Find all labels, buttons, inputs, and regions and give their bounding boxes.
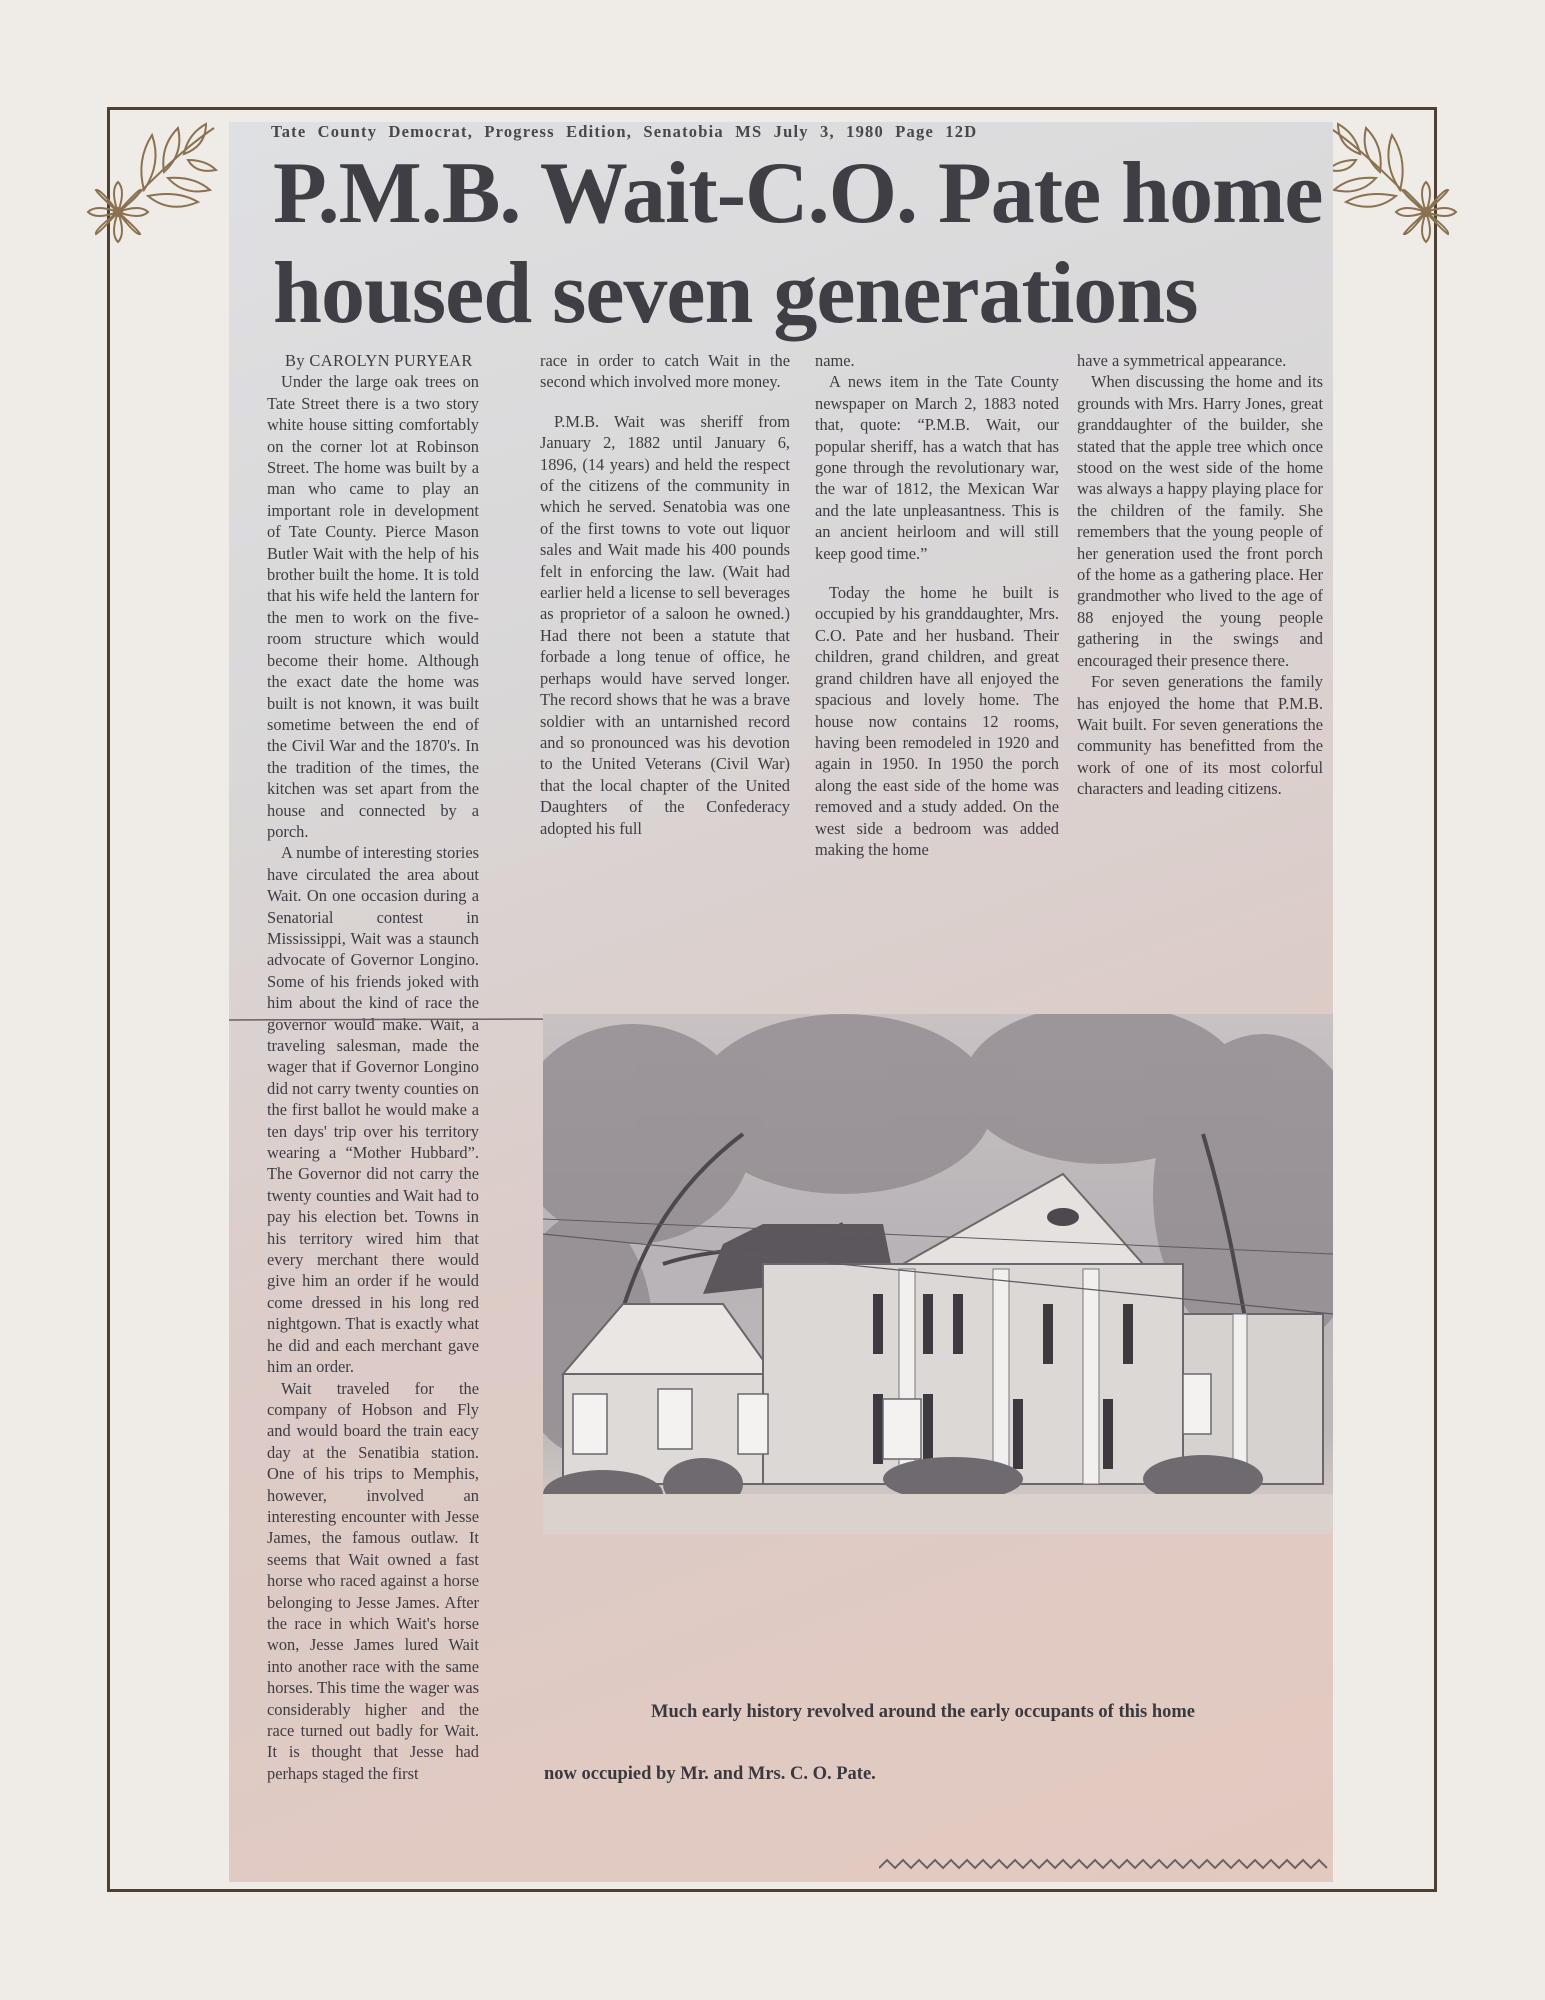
paragraph: Wait traveled for the company of Hobson and Fly and would board the train eacy day at the Senatibia station. One of his trips to Memphis, however, involved an interesting encounter with Jesse James, the famous outlaw. It seems that Wait owned a fast horse who raced against a horse belonging to Jesse James. After the race in which Wait's horse won, Jesse James lured Wait into another race with the same horses. This time the wager was considerably higher and the race turned out badly for Wait. It is thought that Jesse had perhaps staged the first: [267, 1378, 479, 1783]
decorative-border-strip: [879, 1852, 1333, 1874]
headline-line-2: housed seven generations: [273, 245, 1198, 342]
photo-caption-line-2: now occupied by Mr. and Mrs. C. O. Pate.: [544, 1764, 876, 1784]
paragraph: race in order to catch Wait in the second which involved more money.: [540, 351, 790, 392]
article-column-2: [540, 350, 790, 839]
newspaper-clipping: [229, 122, 1333, 1882]
paragraph: For seven generations the family has enjoyed the home that P.M.B. Wait built. For seven generations the community has benefitted from the work of one of its most colorful characters and leading citizens.: [1077, 672, 1323, 799]
article-column-1: [267, 350, 479, 1784]
paragraph: When discussing the home and its grounds with Mrs. Harry Jones, great granddaughter of the builder, she stated that the apple tree which once stood on the west side of the home was always a happy playing place for the children of the family. She remembers that the young people of her generation used the front porch of the home as a gathering place. Her grandmother who lived to the age of 88 enjoyed the young people gathering in the swings and encouraged their presence there.: [1077, 372, 1323, 670]
paragraph: have a symmetrical appearance.: [1077, 351, 1287, 370]
article-column-4: [1077, 350, 1323, 800]
floral-sprig-icon: [1325, 108, 1460, 243]
paragraph: name.: [815, 351, 855, 370]
floral-sprig-icon: [84, 108, 219, 243]
house-photo-illustration: [543, 1014, 1333, 1534]
paragraph: Today the home he built is occupied by his granddaughter, Mrs. C.O. Pate and her husband. Their children, grand children, and great grand children have all enjoyed the spacious and lovely home. The house now contains 12 rooms, having been remodeled in 1920 and again in 1950. In 1950 the porch along the east side of the home was removed and a study added. On the west side a bedroom was added making the home: [815, 583, 1059, 859]
byline: By CAROLYN PURYEAR: [285, 351, 473, 370]
paragraph: Under the large oak trees on Tate Street there is a two story white house sitting comfortably on the corner lot at Robinson Street. The home was built by a man who came to play an important role in development of Tate County. Pierce Mason Butler Wait with the help of his brother built the home. It is told that his wife held the lantern for the men to work on the five-room structure which would become their home. Although the exact date the home was built is not known, it was built sometime between the end of the Civil War and the 1870's. In the tradition of the times, the kitchen was set apart from the house and connected by a porch.: [267, 372, 479, 841]
paragraph: P.M.B. Wait was sheriff from January 2, 1882 until January 6, 1896, (14 years) and held the respect of the citizens of the community in which he served. Senatobia was one of the first towns to vote out liquor sales and Wait made his 400 pounds felt in enforcing the law. (Wait had earlier held a license to sell beverages as proprietor of a saloon he owned.) Had there not been a statute that forbade a long tenue of office, he perhaps would have served longer. The record shows that he was a brave soldier with an untarnished record and so pronounced was his devotion to the United Veterans (Civil War) that the local chapter of the United Daughters of the Confederacy adopted his full: [540, 411, 790, 838]
dateline: Tate County Democrat, Progress Edition, Senatobia MS July 3, 1980 Page 12D: [271, 122, 978, 141]
headline: [273, 144, 1333, 344]
headline-line-1: P.M.B. Wait-C.O. Pate home: [273, 145, 1323, 242]
photo-caption-line-1: Much early history revolved around the early occupants of this home: [651, 1702, 1196, 1722]
house-photo: [543, 1014, 1333, 1534]
paragraph: A numbe of interesting stories have circulated the area about Wait. On one occasion during a Senatorial contest in Mississippi, Wait was a staunch advocate of Governor Longino. Some of his friends joked with him about the kind of race the governor would make. Wait, a traveling salesman, made the wager that if Governor Longino did not carry twenty counties on the first ballot he would make a ten days' trip over his territory wearing a “Mother Hubbard”. The Governor did not carry the twenty counties and Wait had to pay his election bet. Towns in his territory wired him that every merchant there would give him an order if he would come dressed in his long red nightgown. That is exactly what he did and each merchant gave him an order.: [267, 843, 479, 1377]
paragraph: A news item in the Tate County newspaper on March 2, 1883 noted that, quote: “P.M.B. Wait, our popular sheriff, has a watch that has gone through the revolutionary war, the war of 1812, the Mexican War and the late unpleasantness. This is an ancient heirloom and will still keep good time.”: [815, 372, 1059, 563]
article-column-3: [815, 350, 1059, 860]
